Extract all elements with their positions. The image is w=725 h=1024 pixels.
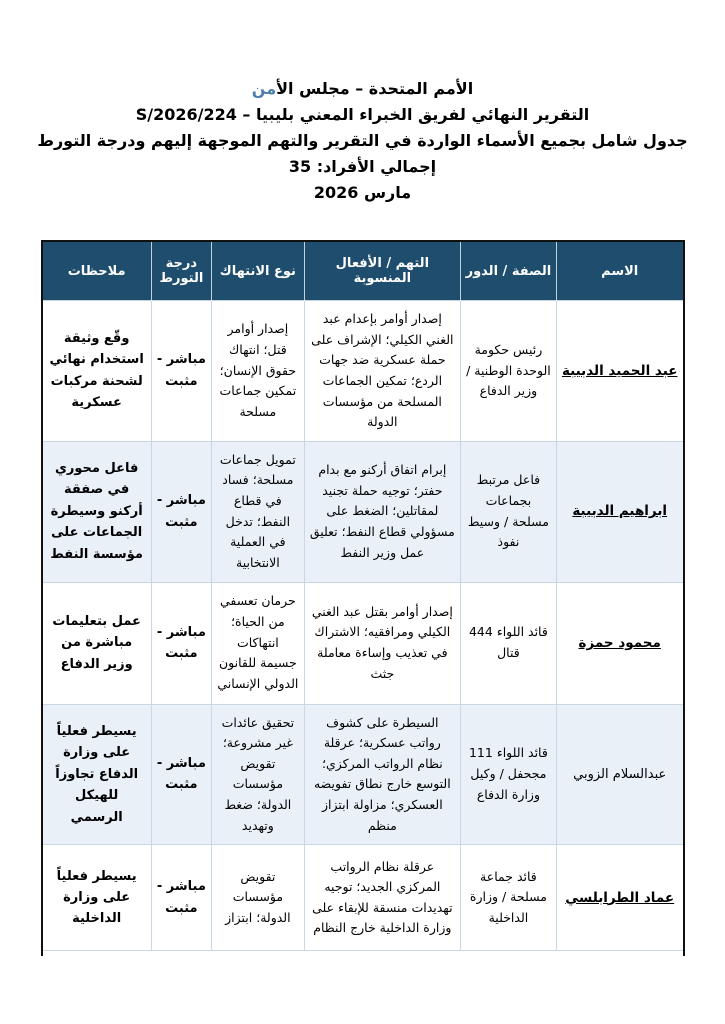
document-header: [0, 0, 725, 206]
table-header-row: [43, 242, 683, 301]
table-row: [43, 301, 683, 442]
table-row: [43, 704, 683, 845]
cell-charges: إصدار أوامر بإعدام عبد الغني الكيلي؛ الإشراف على حملة عسكرية ضد جهات الردع؛ تمكين الجماعات المسلحة من مؤسسات الدولة: [304, 301, 460, 442]
table-description-line: جدول شامل بجميع الأسماء الواردة في التقرير والتهم الموجهة إليهم ودرجة التورط: [37, 131, 688, 150]
cell-charges: عرقلة نظام الرواتب المركزي الجديد؛ توجيه تهديدات منسقة للإبقاء على وزارة الداخلية خارج النظام: [304, 845, 460, 951]
org-title-text: الأمم المتحدة – مجلس ال: [276, 79, 474, 98]
cell-violation-type: حرمان تعسفي من الحياة؛ انتهاكات جسيمة للقانون الدولي الإنساني: [211, 582, 304, 704]
cell-violation-type: تقويض مؤسسات الدولة؛ ابتزاز: [211, 845, 304, 951]
cell-notes: يسيطر فعلياً على وزارة الداخلية: [43, 845, 152, 951]
cell-role: رئيس حكومة الوحدة الوطنية / وزير الدفاع: [460, 301, 556, 442]
cell-name: عماد الطرابلسي: [556, 845, 682, 951]
column-header-role: الصفة / الدور: [460, 242, 556, 301]
column-header-notes: ملاحظات: [43, 242, 152, 301]
cell-name: عبدالسلام الزوبي: [556, 704, 682, 845]
column-header-violation-type: نوع الانتهاك: [211, 242, 304, 301]
cell-notes: فاعل محوري في صفقة أركنو وسيطرة الجماعات على مؤسسة النفط: [43, 441, 152, 582]
cell-involvement-degree: مباشر - مثبت: [151, 582, 211, 704]
cell-role: قائد اللواء 111 مجحفل / وكيل وزارة الدفاع: [460, 704, 556, 845]
report-title-line: التقرير النهائي لفريق الخبراء المعني بليبيا – S/2026/224: [135, 105, 590, 124]
cell-violation-type: إصدار أوامر قتل؛ انتهاك حقوق الإنسان؛ تمكين جماعات مسلحة: [211, 301, 304, 442]
cell-violation-type: تحقيق عائدات غير مشروعة؛ تقويض مؤسسات الدولة؛ ضغط وتهديد: [211, 704, 304, 845]
cell-notes: وقّع وثيقة استخدام نهائي لشحنة مركبات عسكرية: [43, 301, 152, 442]
cell-name: محمود حمزة: [556, 582, 682, 704]
column-header-involvement-degree: درجة التورط: [151, 242, 211, 301]
table-row: [43, 441, 683, 582]
cell-violation-type: تمويل جماعات مسلحة؛ فساد في قطاع النفط؛ تدخل في العملية الانتخابية: [211, 441, 304, 582]
cell-charges: إصدار أوامر بقتل عبد الغني الكيلي ومرافقيه؛ الاشتراك في تعذيب وإساءة معاملة جثث: [304, 582, 460, 704]
table-row: [43, 845, 683, 951]
cell-charges: إبرام اتفاق أركنو مع بدام حفتر؛ توجيه حملة تجنيد لمقاتلين؛ الضغط على مسؤولي قطاع النفط؛ تعليق عمل وزير النفط: [304, 441, 460, 582]
cell-involvement-degree: مباشر - مثبت: [151, 845, 211, 951]
cell-charges: السيطرة على كشوف رواتب عسكرية؛ عرقلة نظام الرواتب المركزي؛ التوسع خارج نطاق تفويضه العسكري؛ مزاولة ابتزاز منظم: [304, 704, 460, 845]
cell-involvement-degree: مباشر - مثبت: [151, 441, 211, 582]
table-row: [43, 582, 683, 704]
cell-notes: عمل بتعليمات مباشرة من وزير الدفاع: [43, 582, 152, 704]
cell-involvement-degree: مباشر - مثبت: [151, 301, 211, 442]
accused-individuals-table: [41, 240, 685, 956]
cell-role: فاعل مرتبط بجماعات مسلحة / وسيط نفوذ: [460, 441, 556, 582]
cell-notes: يسيطر فعلياً على وزارة الدفاع تجاوزاً للهيكل الرسمي: [43, 704, 152, 845]
cell-name: ابراهيم الدبيبة: [556, 441, 682, 582]
cell-role: قائد اللواء 444 قتال: [460, 582, 556, 704]
column-header-charges: التهم / الأفعال المنسوبة: [304, 242, 460, 301]
table: [43, 242, 683, 951]
org-title-accent-text: أمن: [251, 79, 277, 98]
cell-role: قائد جماعة مسلحة / وزارة الداخلية: [460, 845, 556, 951]
column-header-name: الاسم: [556, 242, 682, 301]
cell-involvement-degree: مباشر - مثبت: [151, 704, 211, 845]
total-individuals-line: إجمالي الأفراد: 35: [288, 157, 437, 176]
org-title-line: [0, 76, 725, 102]
report-date-line: مارس 2026: [313, 183, 412, 202]
cell-name: عبد الحميد الدبيبة: [556, 301, 682, 442]
